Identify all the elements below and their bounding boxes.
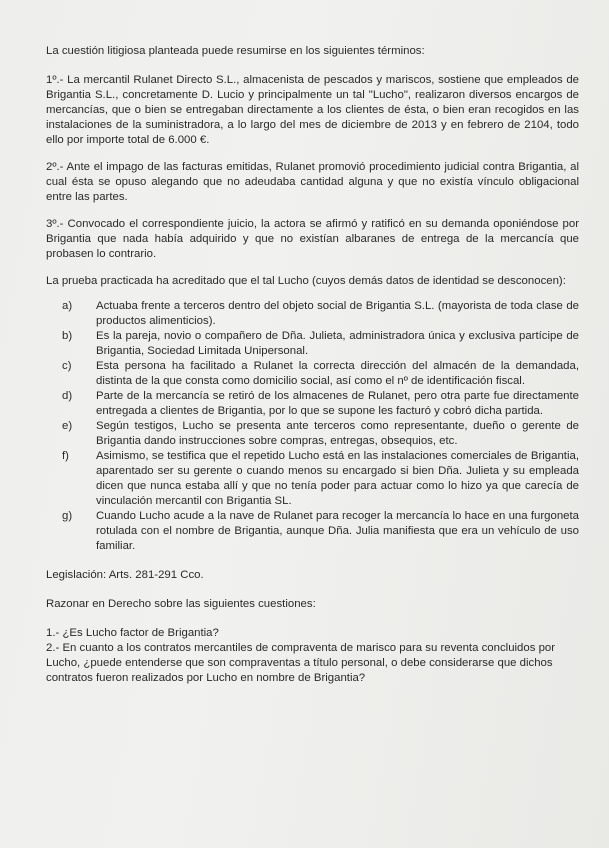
intro-text: La cuestión litigiosa planteada puede resumirse en los siguientes términos: <box>46 45 425 57</box>
list-item-label: e) <box>62 420 73 432</box>
question-2: 2.- En cuanto a los contratos mercantiles de compraventa de marisco para su reventa concluidos por Lucho, ¿puede entenderse que son compraventas a título personal, o debe considerarse que dichos contratos fueron realizados por Lucho en nombre de Brigantia? <box>46 642 556 684</box>
list-item-label: b) <box>62 330 73 342</box>
evidence-intro: La prueba practicada ha acreditado que el tal Lucho (cuyos demás datos de identidad se desconocen): <box>46 275 566 287</box>
list-item <box>46 449 579 509</box>
list-item-text: Es la pareja, novio o compañero de Dña. Julieta, administradora única y exclusiva partícipe de Brigantia, Sociedad Limitada Unipersonal. <box>96 330 579 357</box>
list-item-text: Parte de la mercancía se retiró de los almacenes de Rulanet, pero otra parte fue directamente entregada a clientes de Brigantia, por lo que se supone les facturó y cobró dicha partida. <box>96 390 579 417</box>
list-item <box>46 359 579 389</box>
list-item <box>46 299 579 329</box>
list-item <box>46 329 579 359</box>
fact-1: 1º.- La mercantil Rulanet Directo S.L., almacenista de pescados y mariscos, sostiene que empleados de Brigantia S.L., concretamente D. Lucio y principalmente un tal "Lucho", realizaron diversos encargos de mercancías, que o bien se entregaban directamente a los clientes de ésta, o bien eran recogidos en las instalaciones de la suministradora, a lo largo del mes de diciembre de 2013 y en febrero de 2104, todo ello por importe total de 6.000 €. <box>46 74 579 146</box>
evidence-list <box>46 299 579 554</box>
list-item-text: Según testigos, Lucho se presenta ante terceros como representante, dueño o gerente de Brigantia dando instrucciones sobre compras, entregas, obsequios, etc. <box>96 420 579 447</box>
list-item <box>46 509 579 554</box>
legislation-text: Legislación: Arts. 281-291 Cco. <box>46 569 204 581</box>
list-item-label: a) <box>62 300 73 312</box>
list-item <box>46 419 579 449</box>
reason-intro: Razonar en Derecho sobre las siguientes cuestiones: <box>46 598 316 610</box>
list-item-label: f) <box>62 450 69 462</box>
list-item-label: d) <box>62 390 73 402</box>
list-item-text: Cuando Lucho acude a la nave de Rulanet para recoger la mercancía lo hace en una furgoneta rotulada con el nombre de Brigantia, aunque Dña. Julia manifiesta que era un vehículo de uso familiar. <box>96 510 579 552</box>
list-item-text: Asimismo, se testifica que el repetido Lucho está en las instalaciones comerciales de Brigantia, aparentado ser su gerente o cuando menos su encargado si bien Dña. Julieta y su empleada dicen que nunca estaba allí y que no tenía poder para actuar como lo hizo ya que carecía de vinculación mercantil con Brigantia SL. <box>96 450 579 507</box>
fact-2: 2º.- Ante el impago de las facturas emitidas, Rulanet promovió procedimiento judicial contra Brigantia, al cual ésta se opuso alegando que no adeudaba cantidad alguna y que no existía vínculo obligacional entre las partes. <box>46 161 579 203</box>
list-item-text: Esta persona ha facilitado a Rulanet la correcta dirección del almacén de la demandada, distinta de la que consta como domicilio social, así como el nº de identificación fiscal. <box>96 360 579 387</box>
list-item-label: c) <box>62 360 72 372</box>
list-item <box>46 389 579 419</box>
question-1: 1.- ¿Es Lucho factor de Brigantia? <box>46 627 219 639</box>
fact-3: 3º.- Convocado el correspondiente juicio, la actora se afirmó y ratificó en su demanda oponiéndose por Brigantia que nada había adquirido y que no existían albaranes de entrega de la mercancía que probasen lo contrario. <box>46 218 579 260</box>
list-item-label: g) <box>62 510 73 522</box>
list-item-text: Actuaba frente a terceros dentro del objeto social de Brigantia S.L. (mayorista de toda clase de productos alimenticios). <box>96 300 579 327</box>
